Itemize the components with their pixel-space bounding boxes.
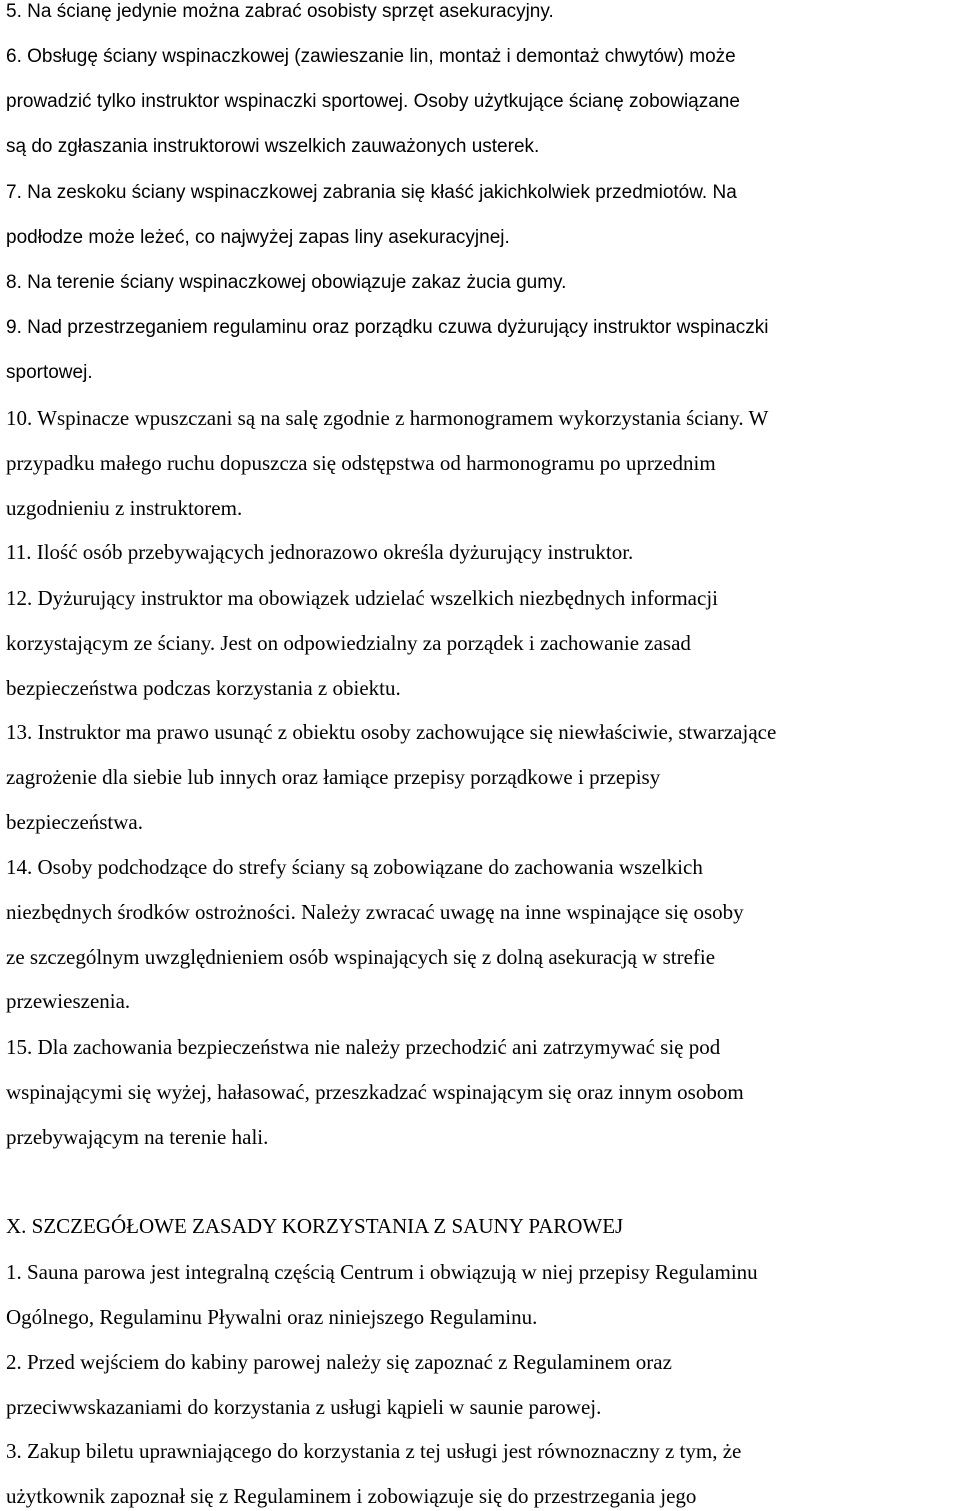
text-line: 1. Sauna parowa jest integralną częścią Centrum i obwiązują w niej przepisy Regulaminu [6,1260,758,1284]
text-line: sportowej. [6,362,93,383]
text-line: 13. Instruktor ma prawo usunąć z obiektu osoby zachowujące się niewłaściwie, stwarzające [6,720,777,744]
text-line: przebywającym na terenie hali. [6,1125,269,1149]
text-line: bezpieczeństwa. [6,810,144,834]
text-line: uzgodnieniu z instruktorem. [6,496,243,520]
text-line: 7. Na zeskoku ściany wspinaczkowej zabrania się kłaść jakichkolwiek przedmiotów. Na [6,182,737,203]
text-line: 6. Obsługę ściany wspinaczkowej (zawieszanie lin, montaż i demontaż chwytów) może [6,46,736,67]
text-line: 3. Zakup biletu uprawniającego do korzystania z tej usługi jest równoznaczny z tym, że [6,1439,742,1463]
text-line: przewieszenia. [6,989,131,1013]
text-line: 8. Na terenie ściany wspinaczkowej obowiązuje zakaz żucia gumy. [6,272,567,293]
text-line: niezbędnych środków ostrożności. Należy zwracać uwagę na inne wspinające się osoby [6,900,744,924]
text-line: Ogólnego, Regulaminu Pływalni oraz niniejszego Regulaminu. [6,1305,538,1329]
text-line: bezpieczeństwa podczas korzystania z obiektu. [6,676,401,700]
text-line: ze szczególnym uwzględnieniem osób wspinających się z dolną asekuracją w strefie [6,945,716,969]
text-line: 11. Ilość osób przebywających jednorazowo określa dyżurujący instruktor. [6,540,634,564]
text-line: 12. Dyżurujący instruktor ma obowiązek udzielać wszelkich niezbędnych informacji [6,586,718,610]
text-line: 9. Nad przestrzeganiem regulaminu oraz porządku czuwa dyżurujący instruktor wspinaczki [6,317,769,338]
section-heading: X. SZCZEGÓŁOWE ZASADY KORZYSTANIA Z SAUNY PAROWEJ [6,1214,624,1238]
text-line: zagrożenie dla siebie lub innych oraz łamiące przepisy porządkowe i przepisy [6,765,661,789]
text-line: 14. Osoby podchodzące do strefy ściany są zobowiązane do zachowania wszelkich [6,855,703,879]
text-line: 15. Dla zachowania bezpieczeństwa nie należy przechodzić ani zatrzymywać się pod [6,1035,721,1059]
text-line: korzystającym ze ściany. Jest on odpowiedzialny za porządek i zachowanie zasad [6,631,691,655]
text-line: 10. Wspinacze wpuszczani są na salę zgodnie z harmonogramem wykorzystania ściany. W [6,406,769,430]
text-line: użytkownik zapoznał się z Regulaminem i zobowiązuje się do przestrzegania jego [6,1484,697,1508]
text-line: podłodze może leżeć, co najwyżej zapas liny asekuracyjnej. [6,227,510,248]
text-line: 5. Na ścianę jedynie można zabrać osobisty sprzęt asekuracyjny. [6,1,554,22]
text-line: przypadku małego ruchu dopuszcza się odstępstwa od harmonogramu po uprzednim [6,451,716,475]
text-line: przeciwwskazaniami do korzystania z usługi kąpieli w saunie parowej. [6,1395,602,1419]
text-line: są do zgłaszania instruktorowi wszelkich zauważonych usterek. [6,136,540,157]
text-line: 2. Przed wejściem do kabiny parowej należy się zapoznać z Regulaminem oraz [6,1350,672,1374]
text-line: wspinającymi się wyżej, hałasować, przeszkadzać wspinającym się oraz innym osobom [6,1080,744,1104]
text-line: prowadzić tylko instruktor wspinaczki sportowej. Osoby użytkujące ścianę zobowiązane [6,91,740,112]
